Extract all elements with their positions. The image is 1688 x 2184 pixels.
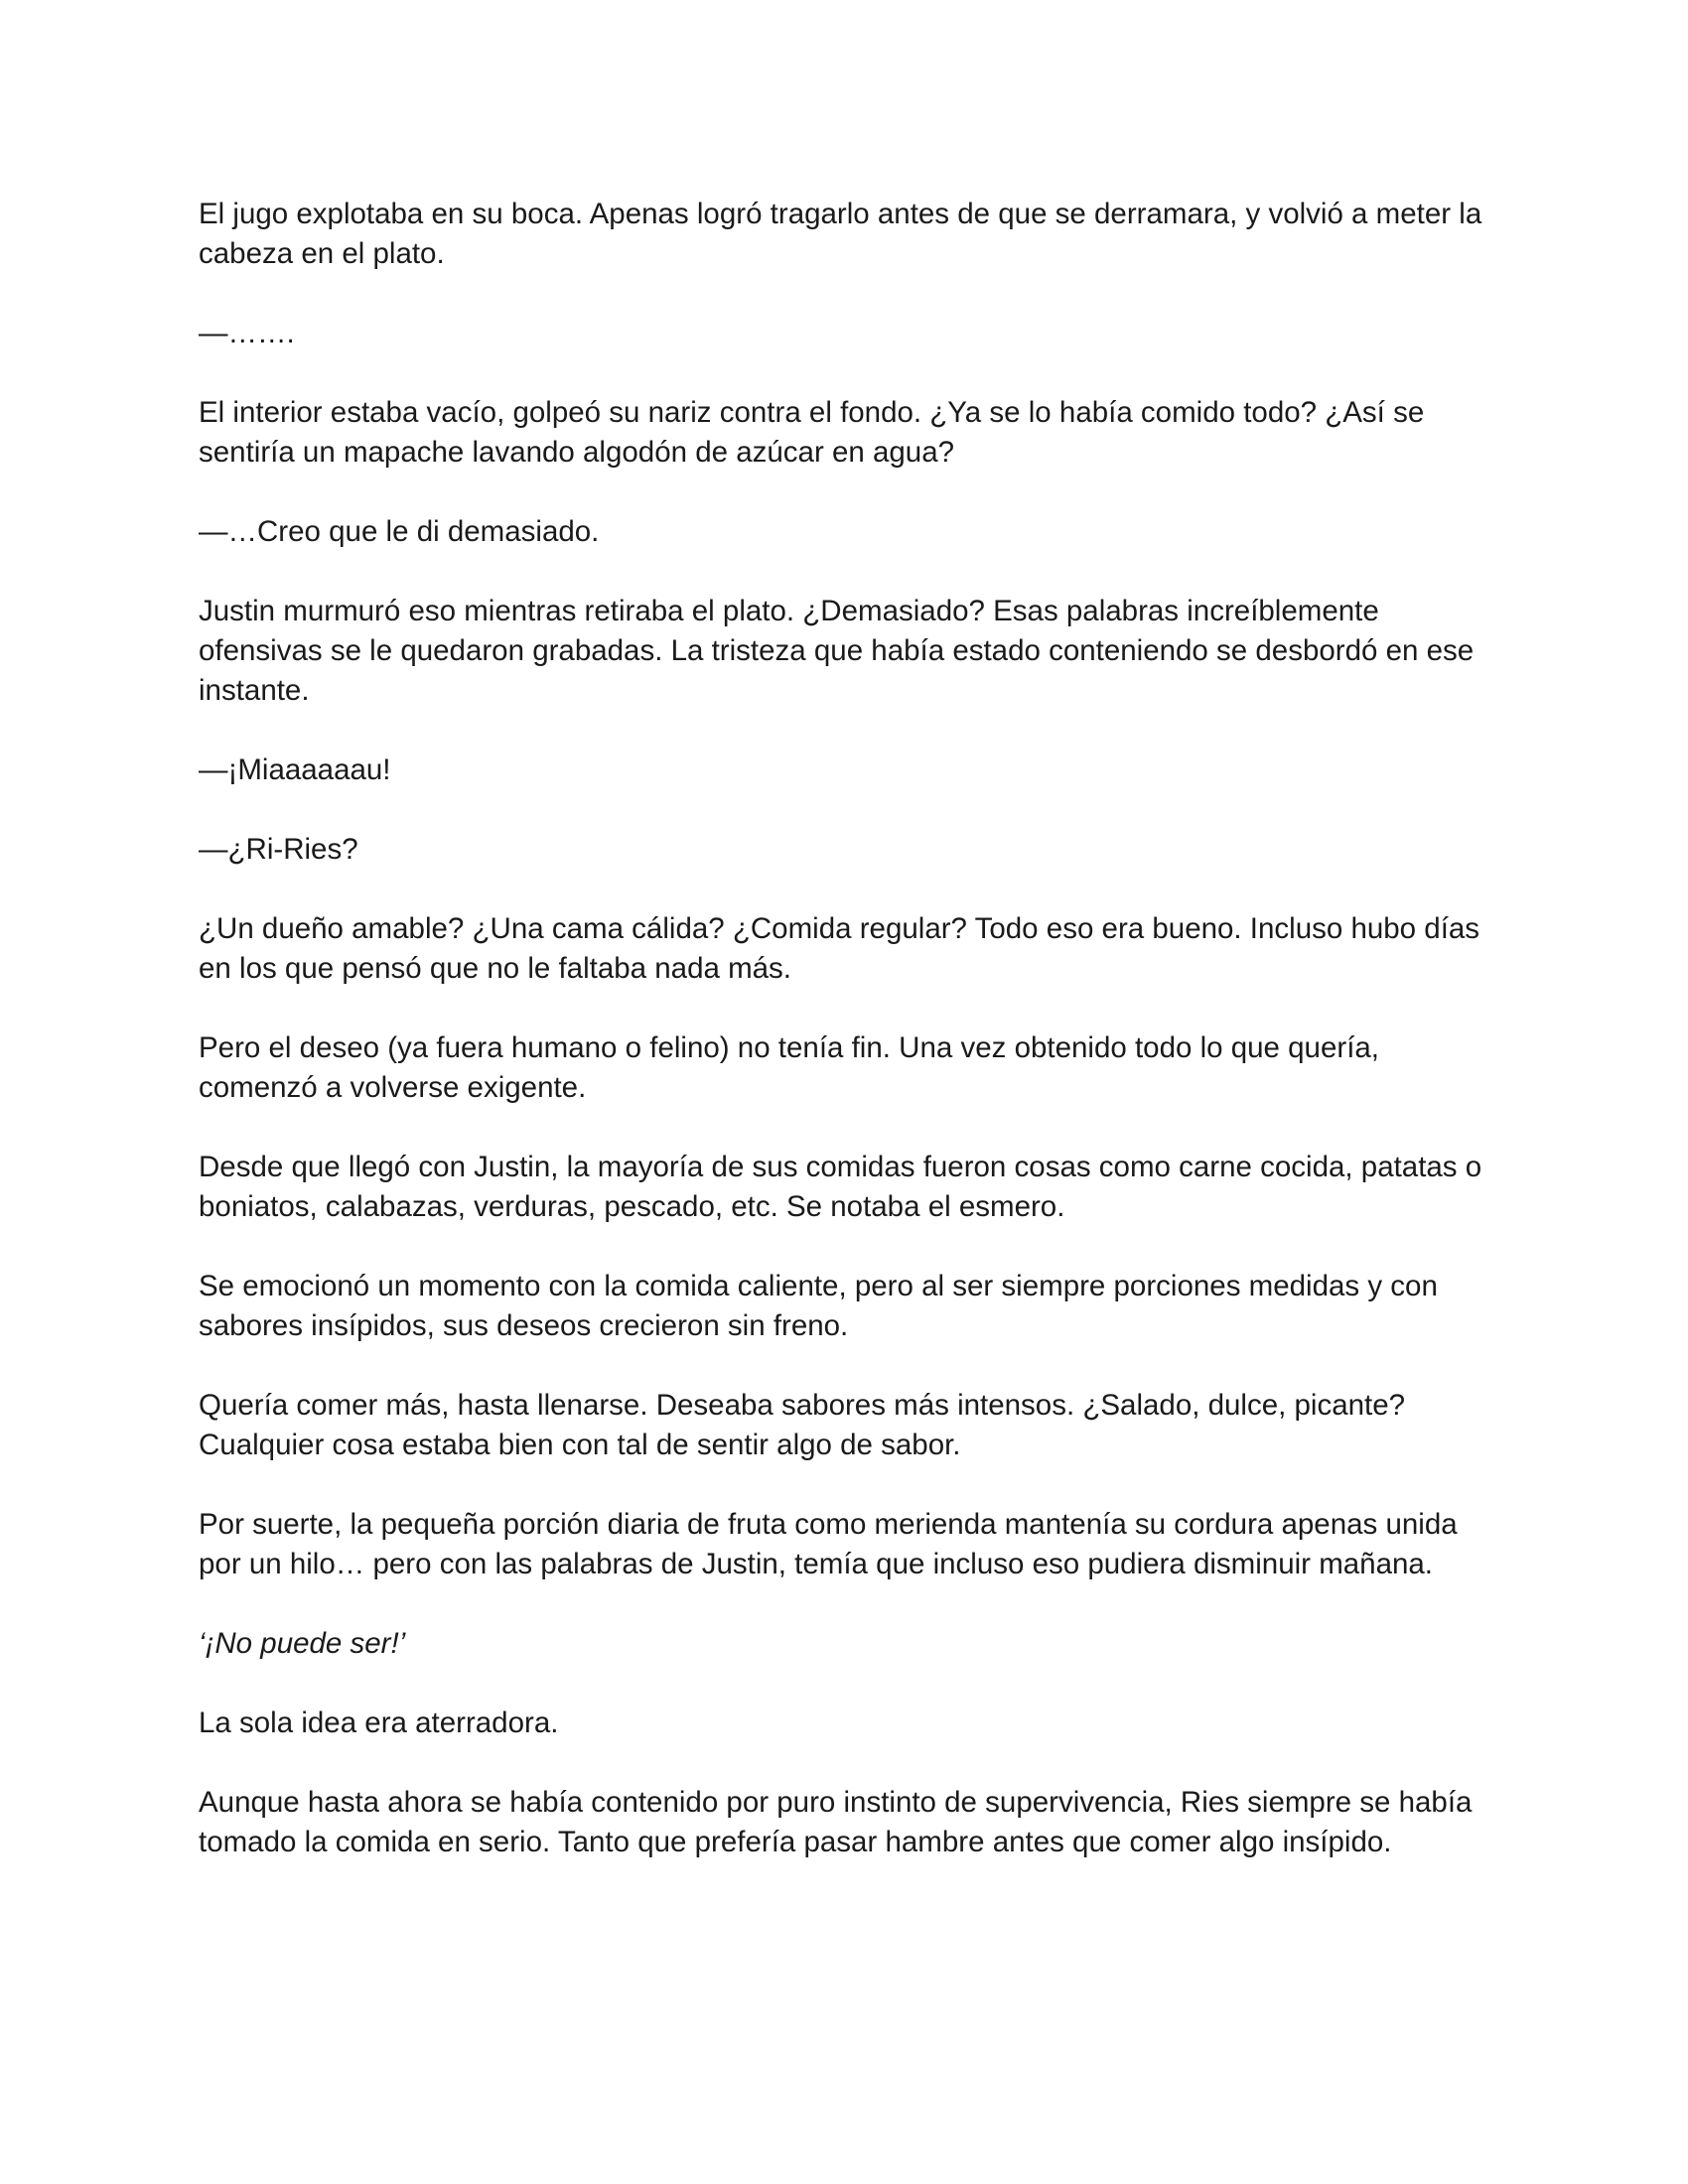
paragraph: La sola idea era aterradora.	[199, 1706, 559, 1739]
paragraph: Pero el deseo (ya fuera humano o felino) no tenía fin. Una vez obtenido todo lo que quería, comenzó a volverse exigente.	[199, 1031, 1379, 1104]
paragraph: —…Creo que le di demasiado.	[199, 515, 600, 548]
paragraph: Justin murmuró eso mientras retiraba el plato. ¿Demasiado? Esas palabras increíblemente ofensivas se le quedaron grabadas. La tristeza que había estado conteniendo se desbordó en ese instante.	[199, 595, 1475, 707]
paragraph: El jugo explotaba en su boca. Apenas logró tragarlo antes de que se derramara, y volvió a meter la cabeza en el plato.	[199, 198, 1482, 270]
paragraph: ¿Un dueño amable? ¿Una cama cálida? ¿Comida regular? Todo eso era bueno. Incluso hubo días en los que pensó que no le faltaba nada más.	[199, 912, 1480, 985]
paragraph: Quería comer más, hasta llenarse. Deseaba sabores más intensos. ¿Salado, dulce, picante? Cualquier cosa estaba bien con tal de sentir algo de sabor.	[199, 1389, 1406, 1461]
paragraph: Aunque hasta ahora se había contenido por puro instinto de supervivencia, Ries siempre se había tomado la comida en serio. Tanto que prefería pasar hambre antes que comer algo insípido.	[199, 1786, 1473, 1858]
document-page	[199, 195, 1499, 1902]
paragraph: El interior estaba vacío, golpeó su nariz contra el fondo. ¿Ya se lo había comido todo? ¿Así se sentiría un mapache lavando algodón de azúcar en agua?	[199, 396, 1425, 469]
paragraph: —…….	[199, 317, 295, 349]
italic-thought: ‘¡No puede ser!’	[199, 1627, 406, 1660]
paragraph: Se emocionó un momento con la comida caliente, pero al ser siempre porciones medidas y con sabores insípidos, sus deseos crecieron sin freno.	[199, 1270, 1438, 1342]
paragraph: —¡Miaaaaaau!	[199, 753, 391, 786]
paragraph: Por suerte, la pequeña porción diaria de fruta como merienda mantenía su cordura apenas unida por un hilo… pero con las palabras de Justin, temía que incluso eso pudiera disminuir mañana.	[199, 1508, 1458, 1580]
paragraph: Desde que llegó con Justin, la mayoría de sus comidas fueron cosas como carne cocida, patatas o boniatos, calabazas, verduras, pescado, etc. Se notaba el esmero.	[199, 1151, 1482, 1223]
paragraph: —¿Ri-Ries?	[199, 833, 358, 866]
